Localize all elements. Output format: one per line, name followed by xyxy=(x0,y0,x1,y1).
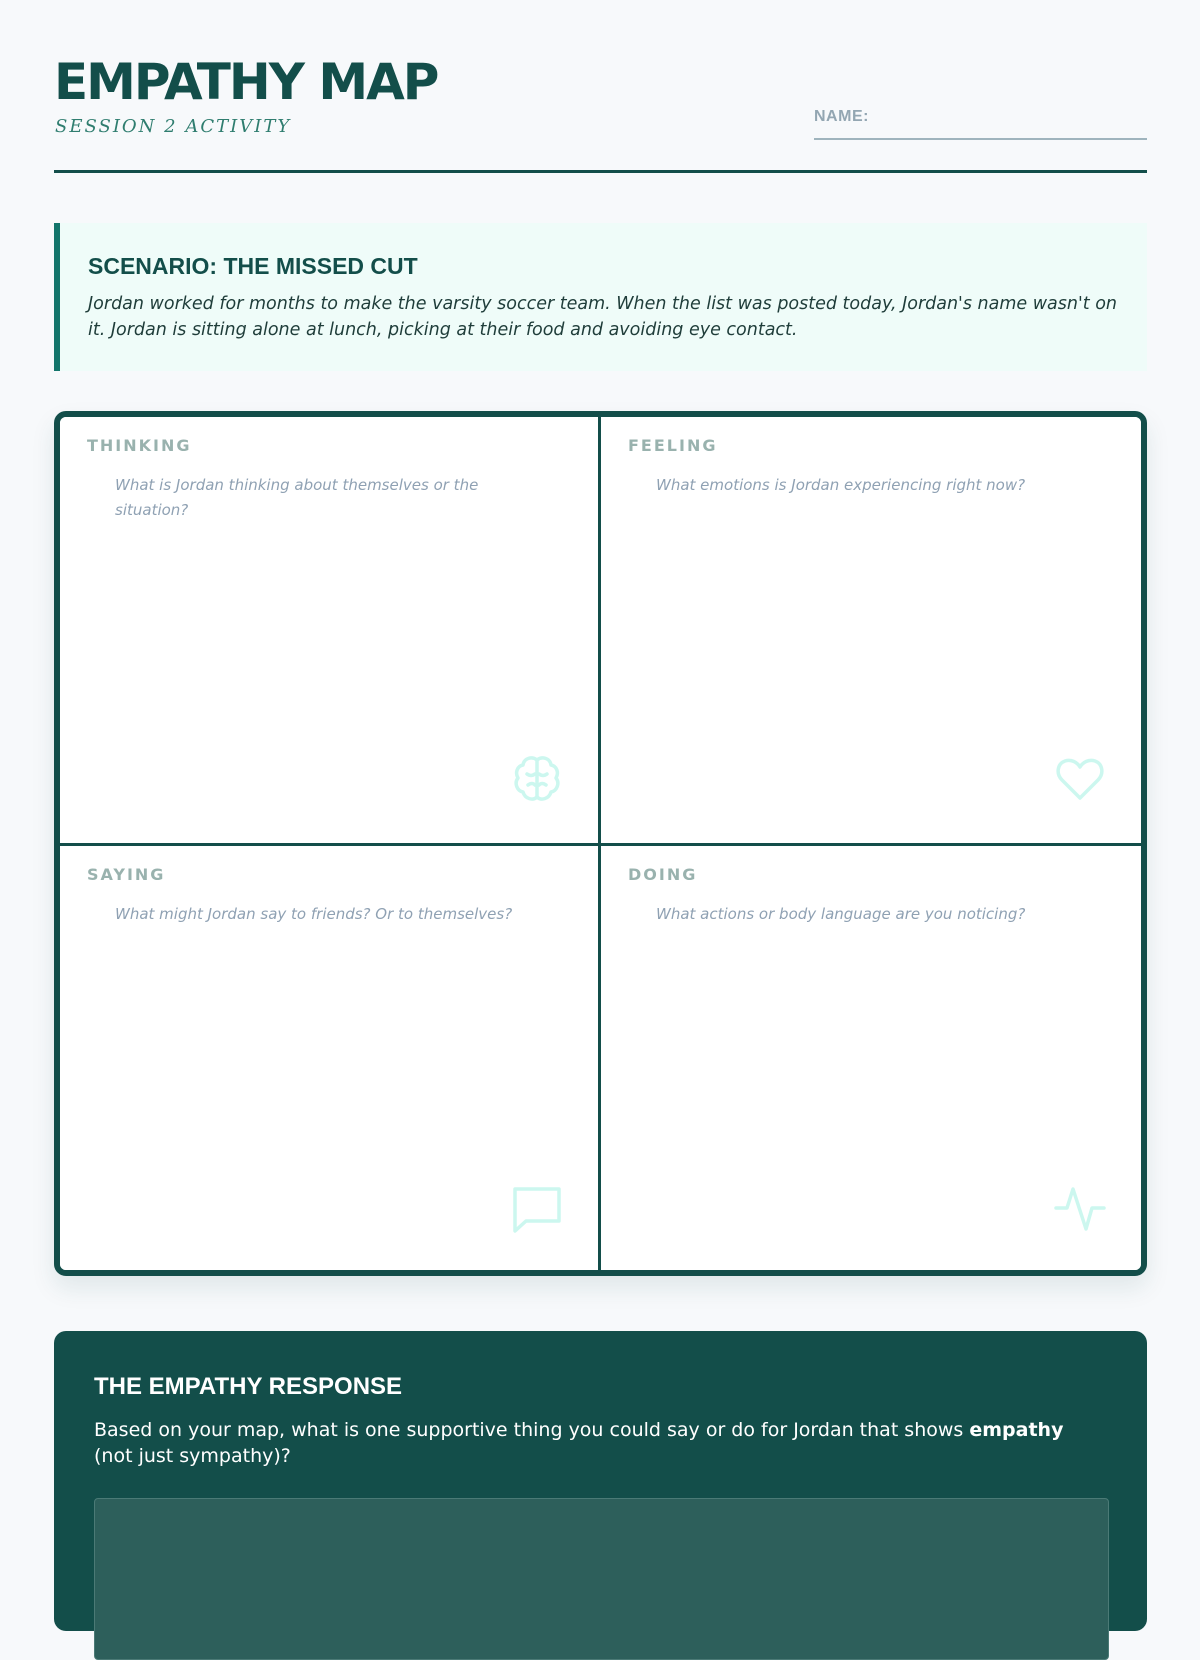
page-subtitle: SESSION 2 ACTIVITY xyxy=(55,116,292,137)
worksheet-header xyxy=(54,52,1147,173)
name-field[interactable] xyxy=(814,108,1147,140)
quadrant-prompt: What is Jordan thinking about themselves or the situation? xyxy=(115,476,479,519)
name-label: NAME: xyxy=(814,108,869,125)
quadrant-prompt: What might Jordan say to friends? Or to themselves? xyxy=(115,905,513,923)
response-prompt xyxy=(94,1417,1104,1469)
page-title: EMPATHY MAP xyxy=(54,53,438,111)
speech-bubble-icon xyxy=(510,1181,564,1235)
quadrant-label: THINKING xyxy=(87,436,192,455)
quadrant-prompt: What emotions is Jordan experiencing right now? xyxy=(656,476,1026,494)
activity-pulse-icon xyxy=(1053,1181,1107,1235)
quadrant-label: FEELING xyxy=(628,436,718,455)
empathy-response-section xyxy=(54,1331,1147,1631)
response-prompt-emphasis: empathy xyxy=(969,1419,1064,1441)
quadrant-doing[interactable] xyxy=(601,846,1141,1270)
quadrant-saying[interactable] xyxy=(60,846,601,1270)
heart-icon xyxy=(1053,752,1107,806)
response-title: THE EMPATHY RESPONSE xyxy=(94,1373,403,1400)
quadrant-thinking[interactable] xyxy=(60,417,601,846)
response-prompt-start: Based on your map, what is one supportive thing you could say or do for Jordan that shows xyxy=(94,1419,970,1441)
worksheet-page xyxy=(54,0,1147,1600)
quadrant-label: DOING xyxy=(628,865,698,884)
brain-icon xyxy=(510,752,564,806)
response-answer-box[interactable] xyxy=(94,1498,1109,1660)
quadrant-feeling[interactable] xyxy=(601,417,1141,846)
scenario-text: Jordan worked for months to make the varsity soccer team. When the list was posted today, Jordan's name wasn't on it. Jordan is sitting alone at lunch, picking at their food and avoiding eye contact. xyxy=(88,294,1118,340)
scenario-title: SCENARIO: THE MISSED CUT xyxy=(88,253,418,279)
quadrant-label: SAYING xyxy=(87,865,166,884)
response-prompt-end: (not just sympathy)? xyxy=(94,1445,291,1467)
scenario-box xyxy=(54,223,1147,371)
empathy-map-grid xyxy=(54,411,1147,1276)
quadrant-prompt: What actions or body language are you noticing? xyxy=(656,905,1026,923)
